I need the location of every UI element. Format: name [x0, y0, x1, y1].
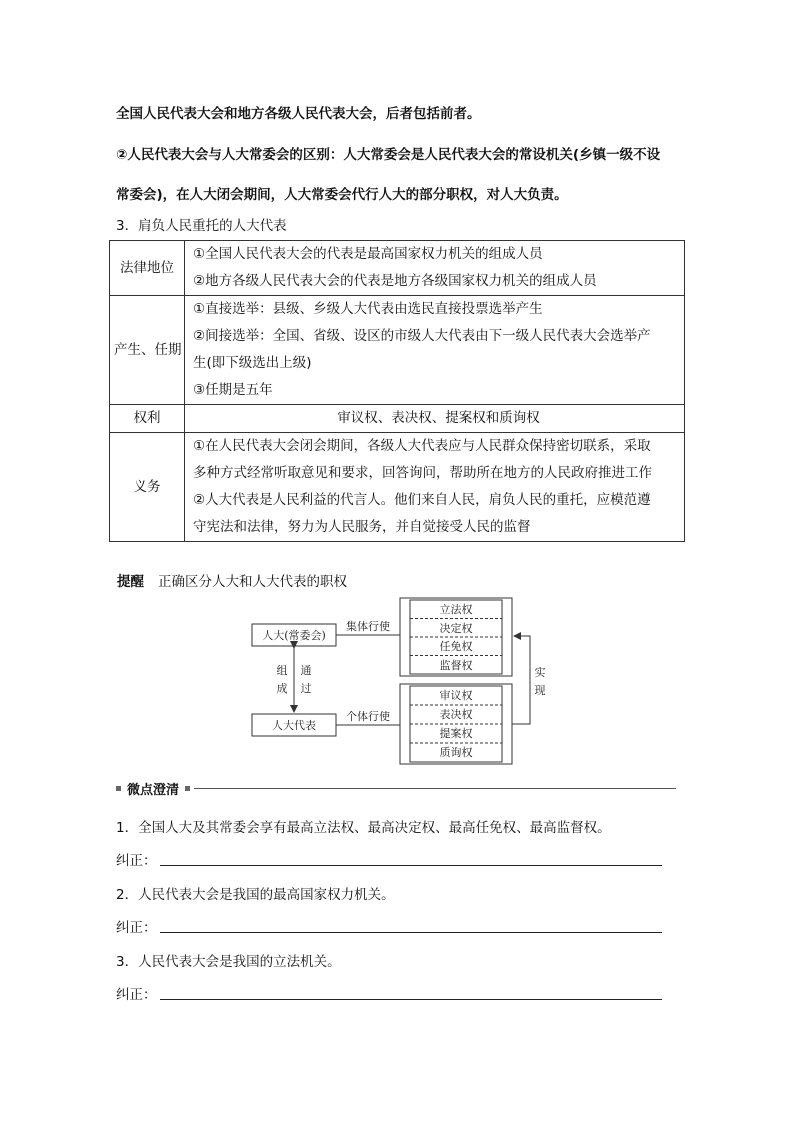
correction-line: [116, 916, 157, 936]
answer-blank[interactable]: [160, 865, 662, 866]
deputy-info-table: [109, 240, 685, 542]
table-row: [110, 405, 685, 433]
through-char: 过: [300, 682, 312, 695]
deputy-box-label: 人大代表: [272, 719, 316, 732]
heading-rule: [194, 788, 676, 789]
row-label: 义务: [110, 433, 185, 542]
row-line: 生(即下级选出上级): [193, 355, 312, 371]
row-line: ②人大代表是人民利益的代言人。他们来自人民，肩负人民的重托，应模范遵: [193, 492, 651, 508]
intro-line-2: ②人民代表大会与人大常委会的区别：人大常委会是人民代表大会的常设机关(乡镇一级不设: [116, 147, 661, 163]
row-line: 守宪法和法律，努力为人民服务，并自觉接受人民的监督: [193, 519, 531, 535]
deputy-power: 提案权: [439, 727, 473, 740]
intro-line-3: 常委会)，在人大闭会期间，人大常委会代行人大的部分职权，对人大负责。: [116, 187, 568, 203]
tip-line: [117, 570, 347, 590]
table-row: [110, 433, 685, 542]
npc-power: 决定权: [439, 622, 473, 635]
row-line: ①直接选举：县级、乡级人大代表由选民直接投票选举产生: [193, 301, 543, 317]
row-label: 产生、任期: [110, 296, 185, 405]
answer-blank[interactable]: [160, 932, 662, 933]
npc-power: 立法权: [439, 603, 473, 616]
tip-tag: 提醒: [117, 574, 144, 590]
realize-char: 现: [534, 684, 546, 697]
realize-char: 实: [534, 666, 546, 679]
row-line: ①全国人民代表大会的代表是最高国家权力机关的组成人员: [193, 246, 543, 262]
row-line: 审议权、表决权、提案权和质询权: [337, 410, 540, 426]
row-content: [185, 405, 685, 433]
row-line: ②间接选举：全国、省级、设区的市级人大代表由下一级人民代表大会选举产: [193, 328, 651, 344]
realize-arrow: [512, 636, 530, 724]
square-bullet-icon: [185, 786, 190, 791]
intro-line-1: 全国人民代表大会和地方各级人民代表大会，后者包括前者。: [116, 106, 481, 122]
clarify-title: 微点澄清: [127, 782, 180, 798]
table-row: [110, 241, 685, 296]
compose-char: 成: [276, 682, 288, 695]
clarify-question: 1．全国人大及其常委会享有最高立法权、最高决定权、最高任免权、最高监督权。: [116, 820, 611, 836]
npc-box-label: 人大(常委会): [262, 629, 326, 642]
correction-label: 纠正：: [116, 987, 157, 1003]
row-content: [185, 241, 685, 296]
row-content: [185, 296, 685, 405]
deputy-power: 审议权: [439, 689, 473, 702]
correction-line: [116, 849, 157, 869]
row-content: [185, 433, 685, 542]
deputy-power: 质询权: [439, 746, 473, 759]
row-label: 权利: [110, 405, 185, 433]
individual-label: 个体行使: [346, 710, 390, 723]
answer-blank[interactable]: [160, 999, 662, 1000]
tip-text: 正确区分人大和人大代表的职权: [158, 574, 347, 590]
clarify-question: 3．人民代表大会是我国的立法机关。: [116, 954, 341, 970]
row-label: 法律地位: [110, 241, 185, 296]
clarify-heading: [116, 780, 676, 796]
clarify-question: 2．人民代表大会是我国的最高国家权力机关。: [116, 887, 395, 903]
row-line: 多种方式经常听取意见和要求，回答询问，帮助所在地方的人民政府推进工作: [193, 465, 652, 481]
npc-power: 任免权: [439, 640, 473, 653]
row-line: ③任期是五年: [193, 382, 273, 398]
collective-label: 集体行使: [346, 620, 390, 633]
compose-char: 组: [276, 664, 288, 677]
powers-diagram: [250, 596, 550, 768]
npc-power: 监督权: [439, 659, 473, 672]
correction-line: [116, 983, 157, 1003]
row-line: ②地方各级人民代表大会的代表是地方各级国家权力机关的组成人员: [193, 273, 597, 289]
through-char: 通: [300, 664, 312, 677]
correction-label: 纠正：: [116, 853, 157, 869]
correction-label: 纠正：: [116, 920, 157, 936]
section-title: 3．肩负人民重托的人大代表: [116, 218, 287, 234]
square-bullet-icon: [116, 786, 121, 791]
table-row: [110, 296, 685, 405]
row-line: ①在人民代表大会闭会期间，各级人大代表应与人民群众保持密切联系，采取: [193, 438, 651, 454]
deputy-power: 表决权: [439, 708, 473, 721]
